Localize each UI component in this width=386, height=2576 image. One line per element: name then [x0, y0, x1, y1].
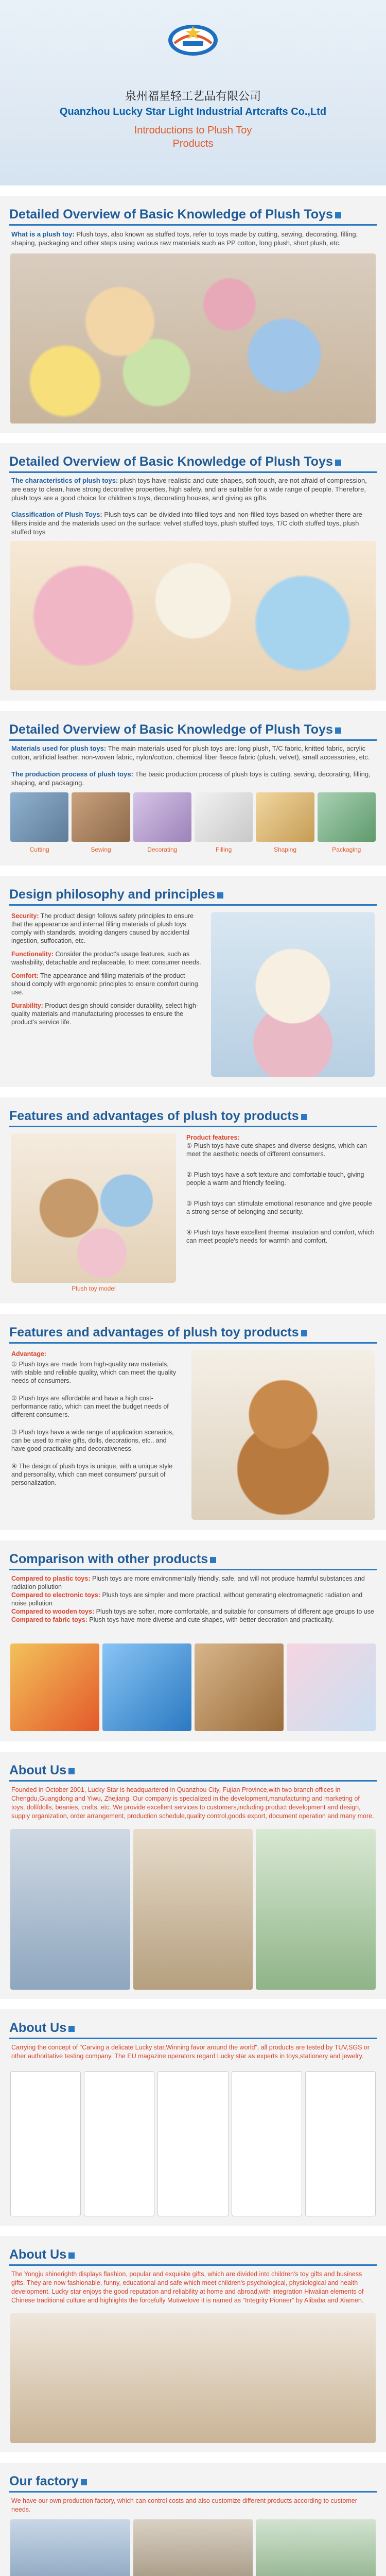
- intro-title-line1: Introductions to Plush Toy: [134, 125, 252, 136]
- advantage-item: ④ The design of plush toys is unique, with a unique style and personality, which can meet consumers' pursuit of personalization.: [11, 1463, 173, 1486]
- about-text: Carrying the concept of "Carving a delicate Lucky star,Winning favor around the world", all products are tested by TUV,SGS or other authoritative testing company. The EU magazine operators regard Lucky star as experts in toys,stationery and jewelry.: [11, 2044, 370, 2060]
- section-about-1: [0, 1752, 386, 1999]
- section-title: Detailed Overview of Basic Knowledge of Plush Toys: [9, 207, 377, 226]
- process-label: Shaping: [273, 846, 296, 853]
- comparison-text-block: [11, 1574, 375, 1624]
- teddy-bear-photo: [191, 1350, 375, 1520]
- plush-photo: [10, 253, 376, 423]
- factory-text: We have our own production factory, which can control costs and also customize different products according to customer needs.: [11, 2497, 357, 2513]
- section-advantages: [0, 1314, 386, 1530]
- section-title: About Us: [9, 1763, 377, 1782]
- plush-model-photo: [11, 1133, 176, 1283]
- certificate-photos: [10, 2071, 376, 2216]
- feature-item: ③ Plush toys can stimulate emotional resonance and give people a strong sense of belonging and security.: [186, 1200, 372, 1215]
- section-what-is-plush: [0, 196, 386, 433]
- section-text: The characteristics of plush toys: plush toys have realistic and cute shapes, soft touch, are not afraid of compression, are easy to clean, have strong decorative properties, high safety, and are suitable for a wide range of people. Therefore, plush toys are a good choice for children's toys, decorating houses, and giving as gifts.: [11, 477, 367, 502]
- advantage-item: ③ Plush toys have a wide range of application scenarios, can be used to make gifts, dolls, decorations, etc., and have good practicality and decorativeness.: [11, 1429, 174, 1452]
- section-title: Detailed Overview of Basic Knowledge of Plush Toys: [9, 722, 377, 741]
- showroom-photos: [10, 2313, 376, 2443]
- design-item: Comfort: The appearance and filling materials of the product should comply with ergonomic principles to ensure comfort during use.: [11, 972, 198, 996]
- process-photo-packaging: [318, 792, 376, 842]
- showroom-panorama-photo: [10, 2313, 376, 2443]
- section-factory: [0, 2463, 386, 2576]
- section-characteristics: [0, 443, 386, 701]
- office-photos: [10, 1829, 376, 1990]
- section-title: Detailed Overview of Basic Knowledge of Plush Toys: [9, 454, 377, 473]
- factory-photos-row1: [10, 2519, 376, 2576]
- section-title: About Us: [9, 2021, 377, 2039]
- certificate-image: [84, 2071, 154, 2216]
- certificate-image: [232, 2071, 302, 2216]
- advantages-text-block: [11, 1350, 181, 1487]
- section-comparison: [0, 1540, 386, 1741]
- intro-title: [0, 124, 386, 150]
- plush-model-caption: Plush toy model: [72, 1285, 116, 1292]
- header-banner: [0, 0, 386, 185]
- advantage-lead: Advantage:: [11, 1350, 47, 1358]
- section-title: Features and advantages of plush toy products: [9, 1109, 377, 1127]
- process-label: Filling: [215, 846, 232, 853]
- process-photos: [10, 792, 376, 842]
- section-materials: [0, 711, 386, 866]
- section-features: [0, 1097, 386, 1303]
- design-photo: [211, 912, 375, 1077]
- factory-photo: [256, 2519, 376, 2576]
- photo-plush-variety: [10, 541, 376, 690]
- certificate-image: [10, 2071, 81, 2216]
- office-photo: [10, 1829, 130, 1990]
- feature-item: ② Plush toys have a soft texture and comfortable touch, giving people a warm and friendly feeling.: [186, 1171, 364, 1187]
- certificate-image: [305, 2071, 376, 2216]
- section-text: What is a plush toy: Plush toys, also known as stuffed toys, refer to toys made by cutting, sewing, decorating, filling, shaping, packaging and other steps using various raw materials such as PP cotton, long plush, short plush, etc.: [11, 230, 358, 247]
- process-photo-sewing: [72, 792, 130, 842]
- section-title: Features and advantages of plush toy products: [9, 1325, 377, 1344]
- about-text: The Yongju shinerighth displays flashion, popular and exquisite gifts, which are divided into children's toy gifts and business gifts. They are now fashionable, funny, educational and safe which meet children's psychological, physiological and health development. Lucky star enjoys the good reputation and reliability at home and abroad,with integration Hiwaiian elements of Chinese traditional culture and highlights the forcefully Mutiwelove it is named as "Integrity Pioneer" by Alibaba and Xiamen.: [11, 2270, 364, 2304]
- section-about-3: [0, 2236, 386, 2452]
- showroom-photo: [133, 1829, 253, 1990]
- about-text: Founded in October 2001, Lucky Star is headquartered in Quanzhou City, Fujian Province,with two branch offices in Chengdu,Guangdong and Yiwu, Zhejiang. Our company is specialized in the development,manufacturing and marketing of toys, doll/dolls, beanies, crafts, etc. We provide excellent services to customers,including product development and design, supply organization, order arrangement, production schedule,quality control,goods export, document operation and many more.: [11, 1786, 374, 1820]
- photo-plush-collection: [10, 253, 376, 423]
- factory-photo: [10, 2519, 130, 2576]
- process-label: Packaging: [332, 846, 361, 853]
- process-label: Decorating: [147, 846, 178, 853]
- process-label: Sewing: [91, 846, 111, 853]
- comparison-item: Compared to electronic toys: Plush toys are simpler and more practical, without generating electromagnetic radiation and noise pollution: [11, 1591, 363, 1607]
- certificate-image: [157, 2071, 228, 2216]
- process-photo-shaping: [256, 792, 314, 842]
- factory-photo: [133, 2519, 253, 2576]
- comparison-item: Compared to wooden toys: Plush toys are softer, more comfortable, and suitable for consumers of different age groups to use: [11, 1608, 374, 1615]
- section-title: Comparison with other products: [9, 1552, 377, 1570]
- section-text: Materials used for plush toys: The main materials used for plush toys are: long plush, T/C fabric, knitted fabric, acrylic cotton, artificial leather, non-woven fabric, nylon/cotton, chemical fiber fleece fabric (plush, velvet), small accessories, etc.: [11, 744, 370, 761]
- advantage-item: ② Plush toys are affordable and have a high cost-performance ratio, which can meet the budget needs of different consumers.: [11, 1395, 169, 1418]
- process-label: Cutting: [29, 846, 49, 853]
- process-labels: [10, 846, 376, 853]
- section-text-2: The production process of plush toys: The basic production process of plush toys is cutting, sewing, decorating, filling, shaping, and packaging.: [11, 770, 371, 787]
- wooden-toy-photo: [195, 1643, 284, 1731]
- advantage-item: ① Plush toys are made from high-quality raw materials, with stable and reliable quality, which can meet the quality needs of consumers.: [11, 1361, 177, 1384]
- design-item: Functionality: Consider the product's usage features, such as washability, detachable and replaceable, to meet consumer needs.: [11, 951, 201, 966]
- team-photo: [256, 1829, 376, 1990]
- process-photo-filling: [195, 792, 253, 842]
- comparison-item: Compared to fabric toys: Plush toys have more diverse and cute shapes, with better decoration and practicality.: [11, 1616, 334, 1623]
- section-about-2: [0, 2009, 386, 2226]
- features-text-block: [186, 1133, 375, 1245]
- company-name-cn: 泉州福星轻工艺品有限公司: [125, 90, 261, 103]
- intro-title-line2: Products: [172, 138, 214, 149]
- section-design: [0, 876, 386, 1087]
- section-title: About Us: [9, 2247, 377, 2266]
- company-name-en: Quanzhou Lucky Star Light Industrial Artcrafts Co.,Ltd: [59, 106, 327, 117]
- feature-item: ④ Plush toys have excellent thermal insulation and comfort, which can meet people's needs for warmth and comfort.: [186, 1229, 375, 1244]
- plush-photo: [10, 541, 376, 690]
- design-item: Security: The product design follows safety principles to ensure that the appearance and internal filling materials of plush toys comply with standards, avoiding dangers caused by accidental ingestion, suffocation, etc.: [11, 912, 194, 944]
- plastic-toy-photo: [10, 1643, 99, 1731]
- section-text-2: Classification of Plush Toys: Plush toys can be divided into filled toys and non-filled toys based on whether there are fillers inside and the materials used on the surface: velvet stuffed toys, plush stuffed toys, T/C cloth stuffed toys, plush stuffed toys: [11, 511, 362, 536]
- process-photo-decorating: [133, 792, 191, 842]
- fabric-toy-photo: [287, 1643, 376, 1731]
- feature-item: Product features: ① Plush toys have cute shapes and diverse designs, which can meet the aesthetic needs of different consumers.: [186, 1134, 367, 1158]
- section-title: Our factory: [9, 2474, 377, 2493]
- comparison-photos: [10, 1643, 376, 1731]
- process-photo-cutting: [10, 792, 68, 842]
- section-title: Design philosophy and principles: [9, 887, 377, 906]
- lucky-star-logo-icon: [167, 23, 219, 58]
- comparison-item: Compared to plastic toys: Plush toys are more environmentally friendly, safe, and will not produce harmful substances and radiation pollution: [11, 1575, 365, 1590]
- design-text-block: [11, 912, 202, 1026]
- electronic-toy-photo: [102, 1643, 191, 1731]
- design-item: Durability: Product design should consider durability, select high-quality materials and manufacturing processes to ensure the product's service life.: [11, 1002, 199, 1026]
